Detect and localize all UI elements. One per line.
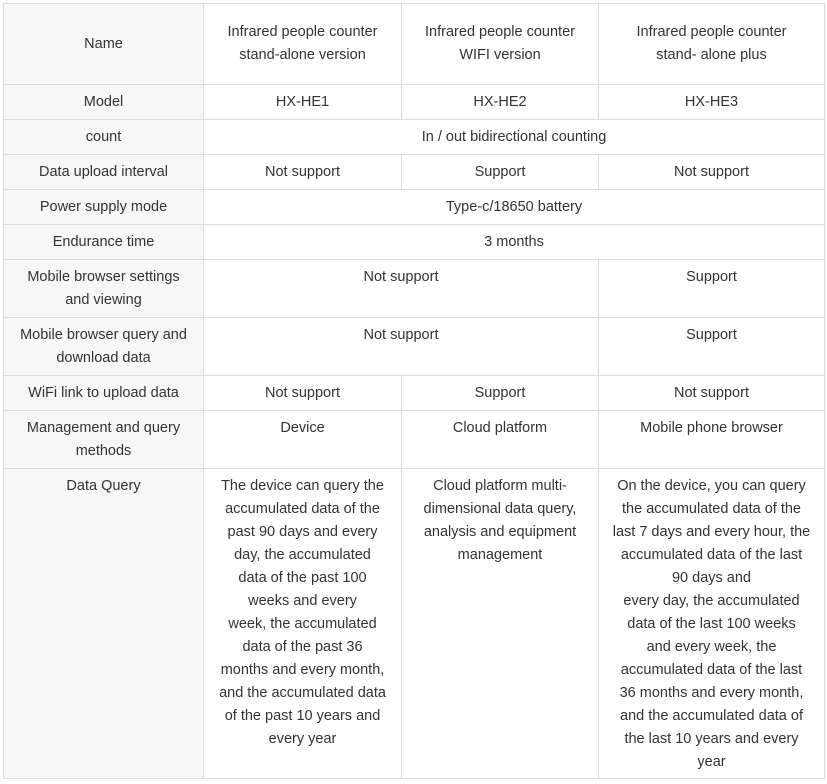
cell-text: Cloud platform multi- [433,478,567,494]
cell-text: the last 10 years and every [624,731,799,747]
cell-text: year [697,754,726,770]
cell-text: management [457,547,543,563]
cell-text: every year [268,731,337,747]
table-cell: Not support [599,376,825,411]
table-row-name [4,4,825,85]
cell-text: 90 days and [671,570,751,586]
cell-text: analysis and equipment [423,524,577,540]
table-row-power [4,190,825,225]
cell-text: Infrared people counter [227,24,378,40]
table-row-endurance [4,225,825,260]
cell-text: 36 months and every month, [619,685,804,701]
table-cell: Device [204,411,402,469]
header-col-standalone [204,4,402,85]
cell-text: data of the past 36 [242,639,363,655]
table-cell: Type-c/18650 battery [204,190,825,225]
row-header-wifi-upload: WiFi link to upload data [4,376,204,411]
cell-text: and the accumulated data of [620,708,803,724]
cell-text: every day, the accumulated [623,593,800,609]
table-row-management [4,411,825,469]
table-cell: Not support [204,376,402,411]
table-cell: Not support [204,260,599,318]
row-header-model: Model [4,85,204,120]
cell-text: The device can query the [221,478,384,494]
cell-text: Mobile browser settings [27,268,180,285]
cell-text: last 7 days and every hour, the [612,524,811,540]
cell-text: methods [75,442,132,459]
cell-text: week, the accumulated [228,616,377,632]
cell-text: Mobile browser query and [20,326,187,343]
cell-text: On the device, you can query [617,478,806,494]
table-row-mobile-query [4,318,825,376]
cell-text: data of the last 100 weeks [627,616,796,632]
header-col-wifi [402,4,599,85]
cell-text: and viewing [65,291,142,308]
cell-text: Management and query [26,419,181,436]
header-col-plus [599,4,825,85]
row-header-data-query: Data Query [4,469,204,779]
cell-text: and every week, the [646,639,777,655]
cell-text: stand-alone version [239,47,366,63]
table-cell: In / out bidirectional counting [204,120,825,155]
table-cell-query-standalone [204,469,402,779]
cell-text: of the past 10 years and [224,708,381,724]
row-header-mobile-settings [4,260,204,318]
row-header-count: count [4,120,204,155]
table-cell: Not support [204,155,402,190]
cell-text: WIFI version [459,47,541,63]
table-row-mobile-settings [4,260,825,318]
cell-text: past 90 days and every [227,524,378,540]
row-header-mobile-query [4,318,204,376]
table-cell: HX-HE3 [599,85,825,120]
cell-text: data of the past 100 [238,570,367,586]
table-row-data-query [4,469,825,779]
row-header-management [4,411,204,469]
table-cell: HX-HE1 [204,85,402,120]
row-header-name [4,4,204,85]
table-cell: Support [599,318,825,376]
row-header-endurance: Endurance time [4,225,204,260]
table-cell: Not support [599,155,825,190]
cell-text: the accumulated data of the [622,501,801,517]
table-cell: Not support [204,318,599,376]
table-cell: 3 months [204,225,825,260]
table-cell: Support [402,376,599,411]
table-cell: Support [599,260,825,318]
cell-text: Infrared people counter [425,24,575,40]
table-row-upload-interval [4,155,825,190]
table-row-wifi-upload [4,376,825,411]
cell-text: download data [56,349,151,366]
cell-text: and the accumulated data [219,685,386,701]
cell-text: weeks and every [248,593,357,609]
row-header-power: Power supply mode [4,190,204,225]
cell-text: Infrared people counter [636,24,787,40]
cell-text: accumulated data of the last [620,547,803,563]
table-cell: Cloud platform [402,411,599,469]
table-row-count [4,120,825,155]
cell-text: accumulated data of the [225,501,380,517]
table-cell-query-wifi [402,469,599,779]
row-header-upload-interval: Data upload interval [4,155,204,190]
table-cell-query-plus [599,469,825,779]
table-cell: HX-HE2 [402,85,599,120]
table-cell: Support [402,155,599,190]
cell-text: day, the accumulated [234,547,371,563]
cell-text: months and every month, [220,662,385,678]
spec-table [3,3,825,779]
cell-text: Name [84,35,123,52]
cell-text: stand- alone plus [656,47,767,63]
cell-text: dimensional data query, [423,501,577,517]
table-cell: Mobile phone browser [599,411,825,469]
table-row-model [4,85,825,120]
cell-text: accumulated data of the last [620,662,803,678]
